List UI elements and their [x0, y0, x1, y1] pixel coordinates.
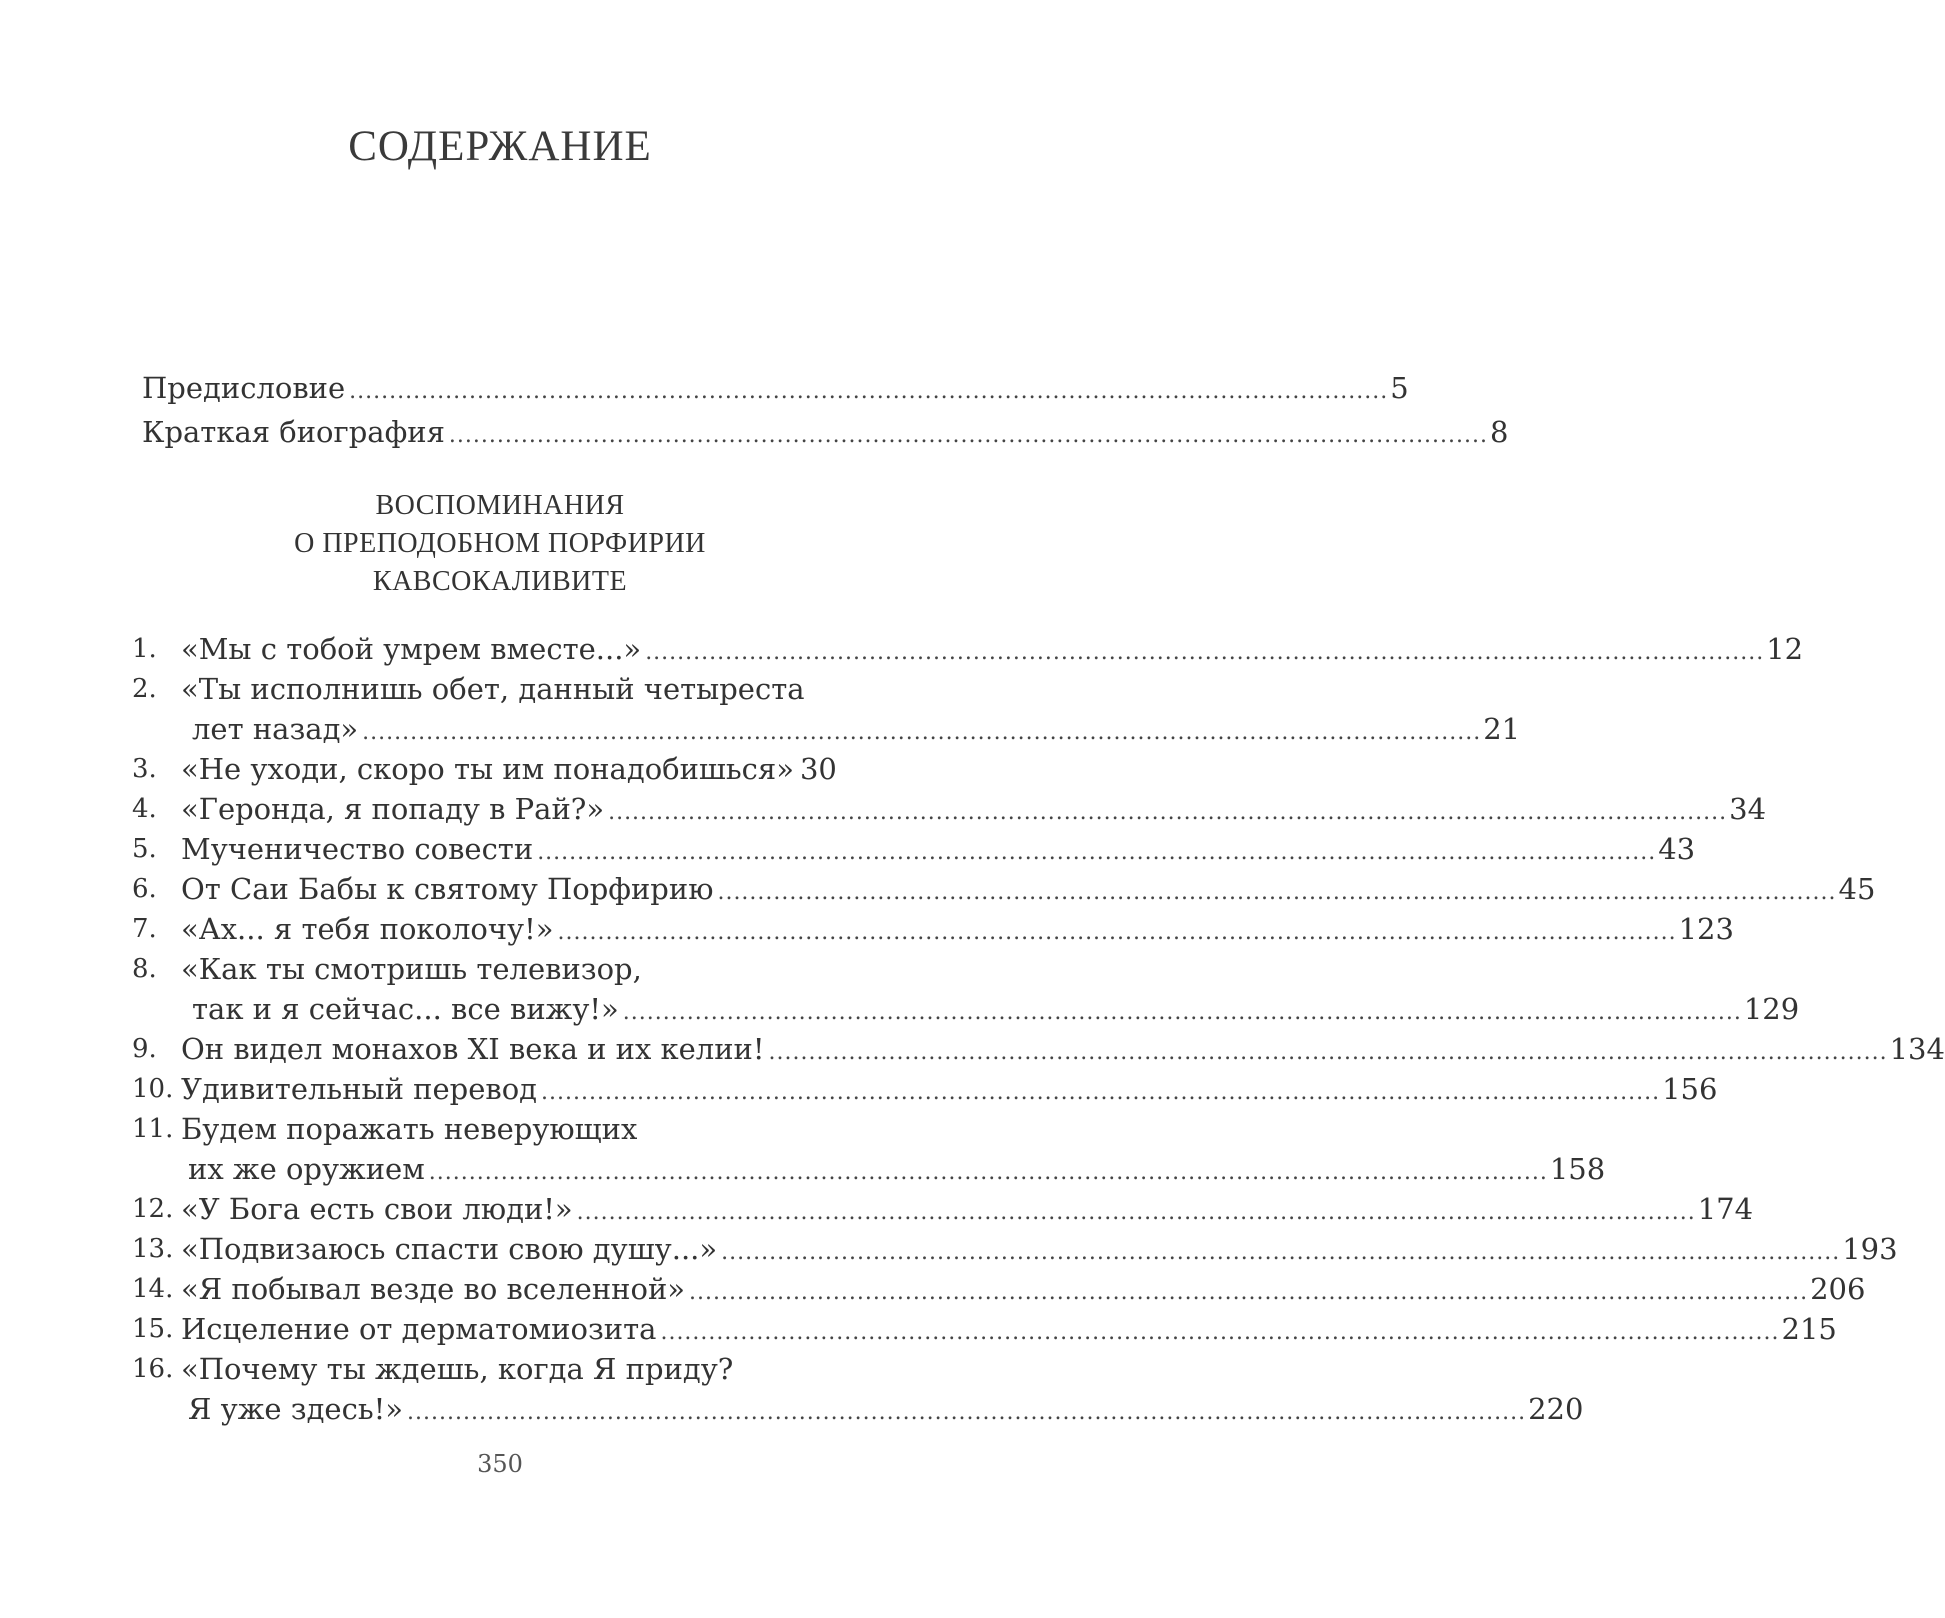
- entry-label: «Мы с тобой умрем вместе...»: [181, 632, 642, 666]
- entry-page: 174: [1697, 1192, 1754, 1226]
- toc-entry[interactable]: [181, 1269, 1866, 1309]
- entry-label: Краткая биография: [142, 415, 445, 449]
- entry-number: 15.: [132, 1314, 174, 1344]
- entry-label: «Я побывал везде во вселенной»: [181, 1272, 686, 1306]
- entry-page: 5: [1390, 371, 1409, 405]
- entry-page: 134: [1889, 1032, 1945, 1066]
- leader-dots: ............................................................................................................................................: [660, 1320, 1780, 1345]
- section-heading-line-1: ВОСПОМИНАНИЯ: [375, 490, 625, 521]
- entry-number: 3.: [132, 754, 157, 784]
- entry-title-line: «Как ты смотришь телевизор,: [181, 952, 642, 986]
- entry-page: 8: [1490, 415, 1509, 449]
- entry-label: Мученичество совести: [181, 832, 534, 866]
- leader-dots: ............................................................................................................................................: [717, 880, 1837, 905]
- toc-entry[interactable]: [188, 1149, 1606, 1189]
- entry-label: «Подвизаюсь спасти свою душу...»: [181, 1232, 718, 1266]
- toc-entry[interactable]: [181, 1229, 1898, 1269]
- entry-number: 10.: [132, 1074, 174, 1104]
- entry-page: 45: [1838, 872, 1876, 906]
- entry-page: 123: [1678, 912, 1734, 946]
- entry-number: 4.: [132, 794, 157, 824]
- toc-entry[interactable]: [181, 909, 1734, 949]
- entry-number: 6.: [132, 874, 157, 904]
- toc-entry[interactable]: [192, 989, 1800, 1029]
- section-heading-line-2: О ПРЕПОДОБНОМ ПОРФИРИИ: [294, 528, 706, 559]
- leader-dots: ............................................................................................................................................: [721, 1240, 1841, 1265]
- entry-number: 13.: [132, 1234, 174, 1264]
- toc-entry[interactable]: [181, 629, 1804, 669]
- toc-entry-biography[interactable]: [142, 412, 1509, 452]
- entry-label: Исцеление от дерматомиозита: [181, 1312, 657, 1346]
- leader-dots: ..................................................................................................................................: [349, 379, 1389, 404]
- toc-entry[interactable]: [181, 749, 836, 789]
- entry-page: 30: [799, 752, 837, 786]
- entry-label: их же оружием: [188, 1152, 425, 1186]
- entry-number: 7.: [132, 914, 157, 944]
- entry-page: 215: [1781, 1312, 1837, 1346]
- entry-label: лет назад»: [192, 712, 359, 746]
- entry-title-line: «Ты исполнишь обет, данный четыреста: [181, 672, 805, 706]
- toc-entry[interactable]: [181, 1029, 1945, 1069]
- section-heading-line-3: КАВСОКАЛИВИТЕ: [372, 566, 628, 597]
- entry-label: От Саи Бабы к святому Порфирию: [181, 872, 714, 906]
- entry-page: 21: [1483, 712, 1521, 746]
- toc-entry[interactable]: [181, 1309, 1837, 1349]
- leader-dots: ............................................................................................................................................: [768, 1040, 1888, 1065]
- entry-page: 158: [1549, 1152, 1606, 1186]
- entry-page: 193: [1842, 1232, 1898, 1266]
- entry-label: Я уже здесь!»: [188, 1392, 404, 1426]
- entry-label: так и я сейчас... все вижу!»: [192, 992, 619, 1026]
- entry-number: 11.: [132, 1114, 174, 1144]
- entry-label: «У Бога есть свои люди!»: [181, 1192, 573, 1226]
- leader-dots: ............................................................................................................................................: [689, 1280, 1809, 1305]
- toc-entry[interactable]: [181, 869, 1876, 909]
- entry-page: 12: [1766, 632, 1804, 666]
- toc-entry[interactable]: [181, 1069, 1718, 1109]
- page-title: СОДЕРЖАНИЕ: [348, 123, 652, 170]
- page-number: 350: [477, 1450, 523, 1478]
- entry-number: 1.: [132, 634, 157, 664]
- leader-dots: ............................................................................................................................................: [645, 640, 1765, 665]
- leader-dots: ............................................................................................................................................: [362, 720, 1482, 745]
- entry-number: 16.: [132, 1354, 174, 1384]
- entry-page: 206: [1810, 1272, 1866, 1306]
- leader-dots: ............................................................................................................................................: [537, 840, 1657, 865]
- leader-dots: ............................................................................................................................................: [608, 800, 1728, 825]
- entry-label: Удивительный перевод: [181, 1072, 538, 1106]
- toc-entry[interactable]: [181, 1189, 1754, 1229]
- leader-dots: ............................................................................................................................................: [541, 1080, 1661, 1105]
- toc-entry[interactable]: [188, 1389, 1584, 1429]
- entry-number: 2.: [132, 674, 157, 704]
- leader-dots: ............................................................................................................................................: [576, 1200, 1696, 1225]
- entry-label: Предисловие: [142, 371, 346, 405]
- entry-number: 5.: [132, 834, 157, 864]
- toc-entry-preface[interactable]: [142, 368, 1409, 408]
- entry-title-line: «Почему ты ждешь, когда Я приду?: [181, 1352, 734, 1386]
- entry-number: 14.: [132, 1274, 174, 1304]
- entry-page: 43: [1658, 832, 1696, 866]
- entry-title-line: Будем поражать неверующих: [181, 1112, 638, 1146]
- entry-label: «Не уходи, скоро ты им понадобишься»: [181, 752, 794, 786]
- entry-number: 8.: [132, 954, 157, 984]
- toc-entry[interactable]: [181, 789, 1767, 829]
- toc-entry[interactable]: [192, 709, 1521, 749]
- entry-number: 12.: [132, 1194, 174, 1224]
- entry-label: «Геронда, я попаду в Рай?»: [181, 792, 605, 826]
- leader-dots: ............................................................................................................................................: [428, 1160, 1548, 1185]
- leader-dots: ............................................................................................................................................: [407, 1400, 1527, 1425]
- leader-dots: ............................................................................................................................................: [557, 920, 1677, 945]
- entry-number: 9.: [132, 1034, 157, 1064]
- leader-dots: ..................................................................................................................................: [448, 423, 1489, 448]
- toc-entry[interactable]: [181, 829, 1696, 869]
- entry-page: 220: [1528, 1392, 1584, 1426]
- entry-page: 156: [1662, 1072, 1718, 1106]
- entry-label: «Ах... я тебя поколочу!»: [181, 912, 554, 946]
- entry-page: 34: [1729, 792, 1767, 826]
- entry-label: Он видел монахов XI века и их келии!: [181, 1032, 765, 1066]
- leader-dots: ............................................................................................................................................: [622, 1000, 1742, 1025]
- entry-page: 129: [1743, 992, 1800, 1026]
